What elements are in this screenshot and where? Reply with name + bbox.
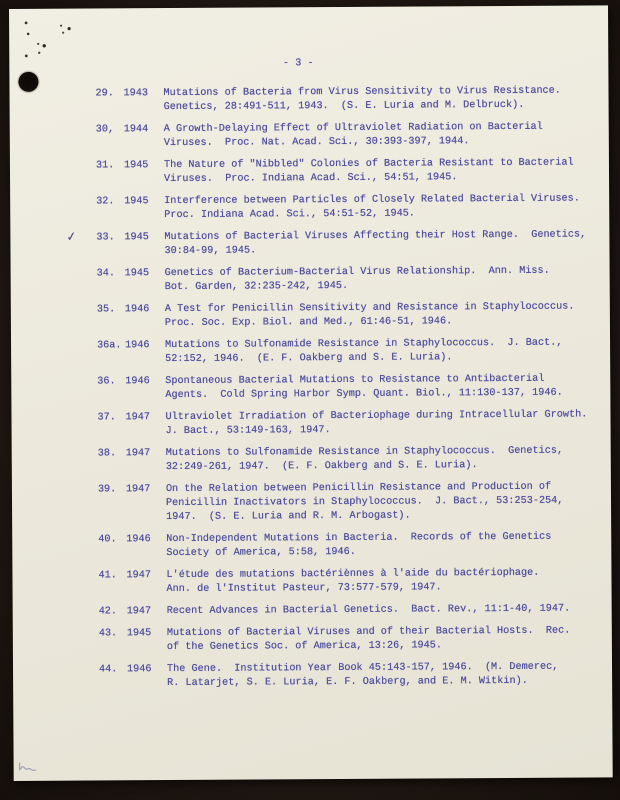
bibliography-entry (98, 480, 611, 525)
bibliography-entry (97, 336, 610, 367)
entry-number: 42. (98, 606, 118, 618)
entry-number: 38. (97, 448, 117, 460)
entry-citation: Recent Advances in Bacterial Genetics. Bact. Rev., 11:1-40, 1947. (166, 603, 571, 618)
entry-number: 36. (97, 376, 116, 388)
entry-number: 37. (97, 412, 116, 424)
entry-citation: The Gene. Institution Year Book 45:143-157, 1946. (M. Demerec, R. Latarjet, S. E. Luria, E. F. Oakberg, and E. M. Witkin). (167, 661, 559, 690)
entry-number: 36a. (97, 340, 122, 352)
entry-number: 35. (96, 304, 116, 316)
entry-year: 1946 (127, 664, 152, 676)
entry-citation: Ultraviolet Irradiation of Bacteriophage during Intracellular Growth. J. Bact., 53:149-163, 1947. (165, 409, 588, 438)
entry-citation: Mutations to Sulfonamide Resistance in Staphylococcus. Genetics, 32:249-261, 1947. (E. F. Oakberg and S. E. Luria). (165, 445, 564, 474)
bibliography-entry (97, 300, 610, 331)
entry-year: 1946 (124, 304, 150, 316)
bibliography-entry (96, 156, 609, 187)
entry-year: 1945 (126, 628, 152, 640)
entry-number: 39. (97, 484, 117, 496)
bibliography-entry (98, 566, 611, 597)
entry-citation: Mutations of Bacteria from Virus Sensitivity to Virus Resistance. Genetics, 28:491-511, 1943. (S. E. Luria and M. Delbruck). (163, 85, 561, 114)
entry-number: 40. (98, 534, 117, 546)
entry-year: 1945 (124, 232, 149, 244)
entry-citation: Spontaneous Bacterial Mutations to Resistance to Antibacterial Agents. Cold Spring Harbor Symp. Quant. Biol., 11:130-137, 1946. (165, 373, 563, 402)
entry-year: 1947 (126, 570, 151, 582)
handwritten-scribble-icon (18, 760, 44, 774)
entry-year: 1947 (125, 448, 151, 460)
bibliography-entry (97, 408, 610, 439)
document-page (9, 5, 613, 781)
bibliography-entry (97, 264, 610, 295)
bibliography-entry (96, 120, 609, 151)
entry-year: 1947 (125, 484, 151, 496)
entry-citation: A Test for Penicillin Sensitivity and Resistance in Staphylococcus. Proc. Soc. Exp. Biol. and Med., 61:46-51, 1946. (164, 301, 575, 330)
entry-citation: Genetics of Bacterium-Bacterial Virus Relationship. Ann. Miss. Bot. Garden, 32:235-242, 1945. (164, 265, 550, 294)
entry-year: 1945 (124, 196, 149, 208)
bibliography-entry (98, 444, 611, 475)
entry-year: 1946 (125, 376, 150, 388)
entry-citation: Non-Independent Mutations in Bacteria. Records of the Genetics Society of America, 5:58, 1946. (166, 531, 552, 560)
bibliography-list (9, 84, 612, 700)
entry-citation: Mutations of Bacterial Viruses Affecting their Host Range. Genetics, 30:84-99, 1945. (164, 229, 587, 258)
bibliography-entry (98, 530, 611, 561)
entry-number: 29. (95, 88, 114, 100)
entry-year: 1947 (125, 412, 151, 424)
entry-citation: Mutations of Bacterial Viruses and of their Bacterial Hosts. Rec. of the Genetics Soc. of America, 13:26, 1945. (166, 625, 571, 654)
entry-number: 41. (98, 570, 117, 582)
bibliography-entry (65, 228, 609, 259)
ink-specks (9, 9, 11, 11)
entry-citation: L'étude des mutations bactériènnes à l'aide du bactériophage. Ann. de l'Institut Pasteur, 73:577-579, 1947. (166, 567, 540, 596)
entry-year: 1943 (123, 88, 149, 100)
entry-citation: Mutations to Sulfonamide Resistance in Staphylococcus. J. Bact., 52:152, 1946. (E. F. Oakberg and S. E. Luria). (165, 337, 563, 366)
entry-year: 1945 (124, 268, 150, 280)
entry-year: 1944 (123, 124, 149, 136)
page-number: - 3 - (283, 58, 314, 70)
entry-number: 44. (99, 664, 118, 676)
bibliography-entry (99, 602, 612, 619)
bibliography-entry (99, 624, 612, 655)
entry-number: 30, (95, 124, 115, 136)
entry-number: 33. (96, 232, 115, 244)
entry-number: 43. (98, 628, 118, 640)
entry-number: 32. (96, 196, 115, 208)
bibliography-entry (96, 192, 609, 223)
entry-number: 31. (95, 160, 115, 172)
entry-citation: On the Relation between Penicillin Resistance and Production of Penicillin Inactivators in Staphylococcus. J. Bact., 53:253-254, 1947. (S. E. Luria and R. M. Arbogast). (165, 481, 564, 524)
entry-year: 1945 (123, 160, 149, 172)
checkmark-annotation: ✓ (65, 228, 78, 245)
entry-citation: Interference between Particles of Closely Related Bacterial Viruses. Proc. Indiana Acad. Sci., 54:51-52, 1945. (164, 193, 580, 222)
entry-year: 1946 (126, 534, 151, 546)
entry-citation: The Nature of "Nibbled" Colonies of Bacteria Resistant to Bacterial Viruses. Proc. Indiana Acad. Sci., 54:51, 1945. (163, 157, 574, 186)
bibliography-entry (95, 84, 608, 115)
entry-citation: A Growth-Delaying Effect of Ultraviolet Radiation on Bacterial Viruses. Proc. Nat. Acad. Sci., 30:393-397, 1944. (163, 121, 543, 150)
entry-number: 34. (96, 268, 115, 280)
entry-year: 1947 (126, 606, 152, 618)
entry-year: 1946 (125, 340, 150, 352)
bibliography-entry (99, 660, 612, 691)
bibliography-entry (97, 372, 610, 403)
